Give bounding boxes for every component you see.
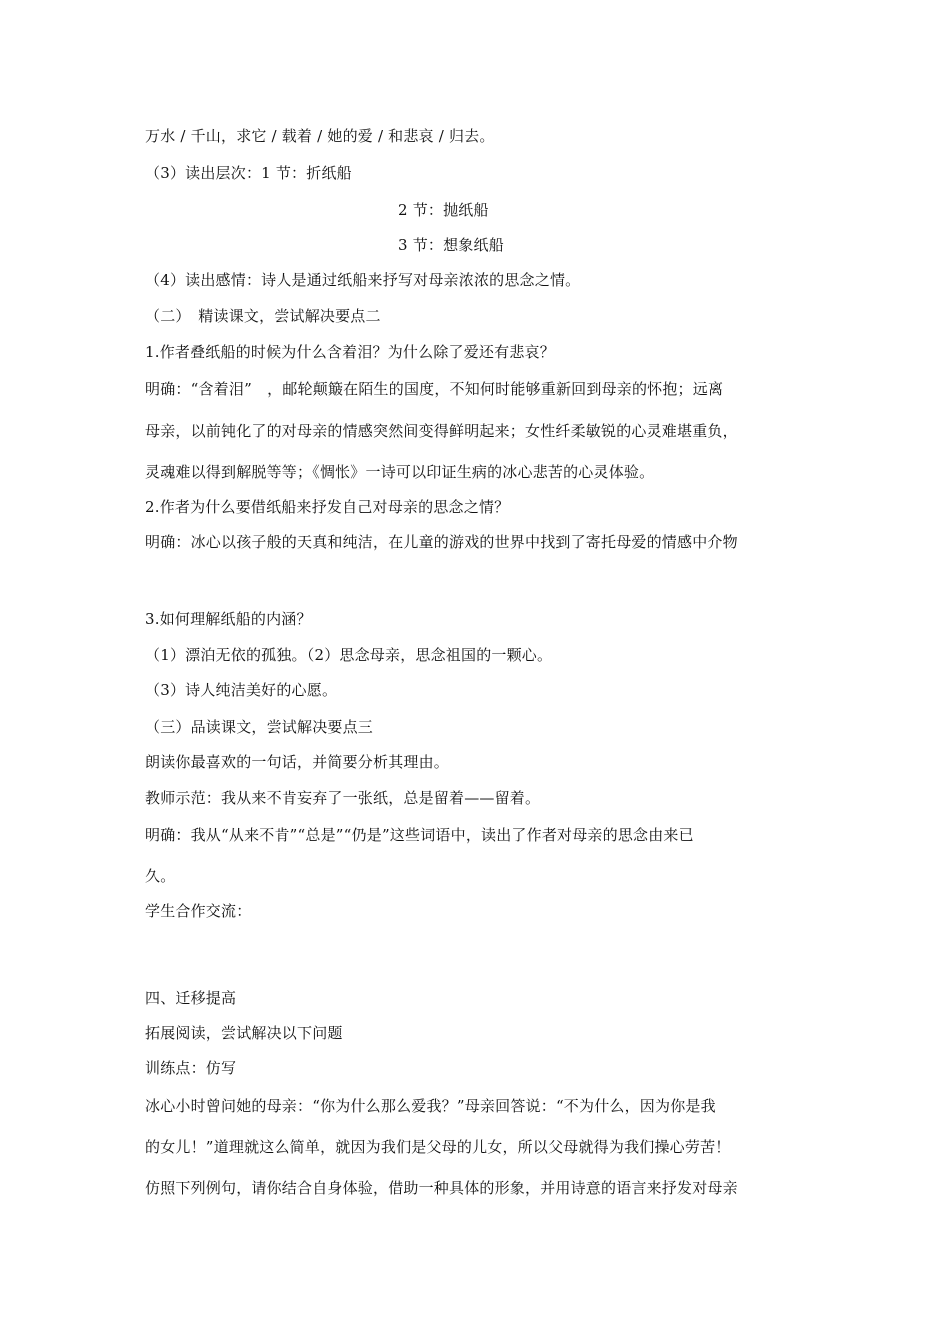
heading-part-four: 四、迁移提高: [145, 989, 237, 1007]
question-1: 1.作者叠纸船的时候为什么含着泪？为什么除了爱还有悲哀？: [145, 343, 555, 361]
question-2: 2.作者为什么要借纸船来抒发自己对母亲的思念之情？: [145, 498, 510, 516]
teacher-example: 教师示范：我从来不肯妄弃了一张纸，总是留着——留着。: [145, 789, 541, 807]
answer-1-line-2: 母亲，以前钝化了的对母亲的情感突然间变得鲜明起来；女性纤柔敏锐的心灵难堪重负，: [145, 422, 738, 440]
read-levels-line: （3）读出层次：1 节：折纸船: [145, 164, 352, 182]
answer-1-line-3: 灵魂难以得到解脱等等；《惆怅》一诗可以印证生病的冰心悲苦的心灵体验。: [145, 463, 655, 481]
section-3-line: 3 节：想象纸船: [398, 236, 504, 254]
heading-part-three: （三）品读课文，尝试解决要点三: [145, 718, 374, 736]
story-line-1: 冰心小时曾问她的母亲：“你为什么那么爱我？”母亲回答说：“不为什么，因为你是我: [145, 1097, 716, 1115]
clarify-line-2: 久。: [145, 867, 176, 885]
task-read-aloud: 朗读你最喜欢的一句话，并简要分析其理由。: [145, 753, 450, 771]
question-3: 3.如何理解纸船的内涵？: [145, 610, 312, 628]
heading-part-two: （二） 精读课文，尝试解决要点二: [145, 307, 381, 325]
section-2-line: 2 节：抛纸船: [398, 201, 489, 219]
read-emotion-line: （4）读出感情：诗人是通过纸船来抒写对母亲浓浓的思念之情。: [145, 271, 581, 289]
story-line-3: 仿照下列例句，请你结合自身体验，借助一种具体的形象，并用诗意的语言来抒发对母亲: [145, 1179, 738, 1197]
story-line-2: 的女儿！”道理就这么简单，就因为我们是父母的儿女，所以父母就得为我们操心劳苦！: [145, 1138, 731, 1156]
extended-reading: 拓展阅读，尝试解决以下问题: [145, 1024, 343, 1042]
answer-3-line-1: （1）漂泊无依的孤独。（2）思念母亲，思念祖国的一颗心。: [145, 646, 553, 664]
answer-3-line-2: （3）诗人纯洁美好的心愿。: [145, 681, 338, 699]
poem-pause-line: 万水 / 千山，求它 / 载着 / 她的爱 / 和悲哀 / 归去。: [145, 127, 495, 145]
answer-2: 明确：冰心以孩子般的天真和纯洁，在儿童的游戏的世界中找到了寄托母爱的情感中介物: [145, 533, 738, 551]
clarify-line-1: 明确：我从“从来不肯”“总是”“仍是”这些词语中，读出了作者对母亲的思念由来已: [145, 826, 694, 844]
answer-1-line-1: 明确：“含着泪” ，邮轮颠簸在陌生的国度，不知何时能够重新回到母亲的怀抱；远离: [145, 380, 724, 398]
student-exchange: 学生合作交流：: [145, 902, 252, 920]
training-point: 训练点：仿写: [145, 1059, 237, 1077]
